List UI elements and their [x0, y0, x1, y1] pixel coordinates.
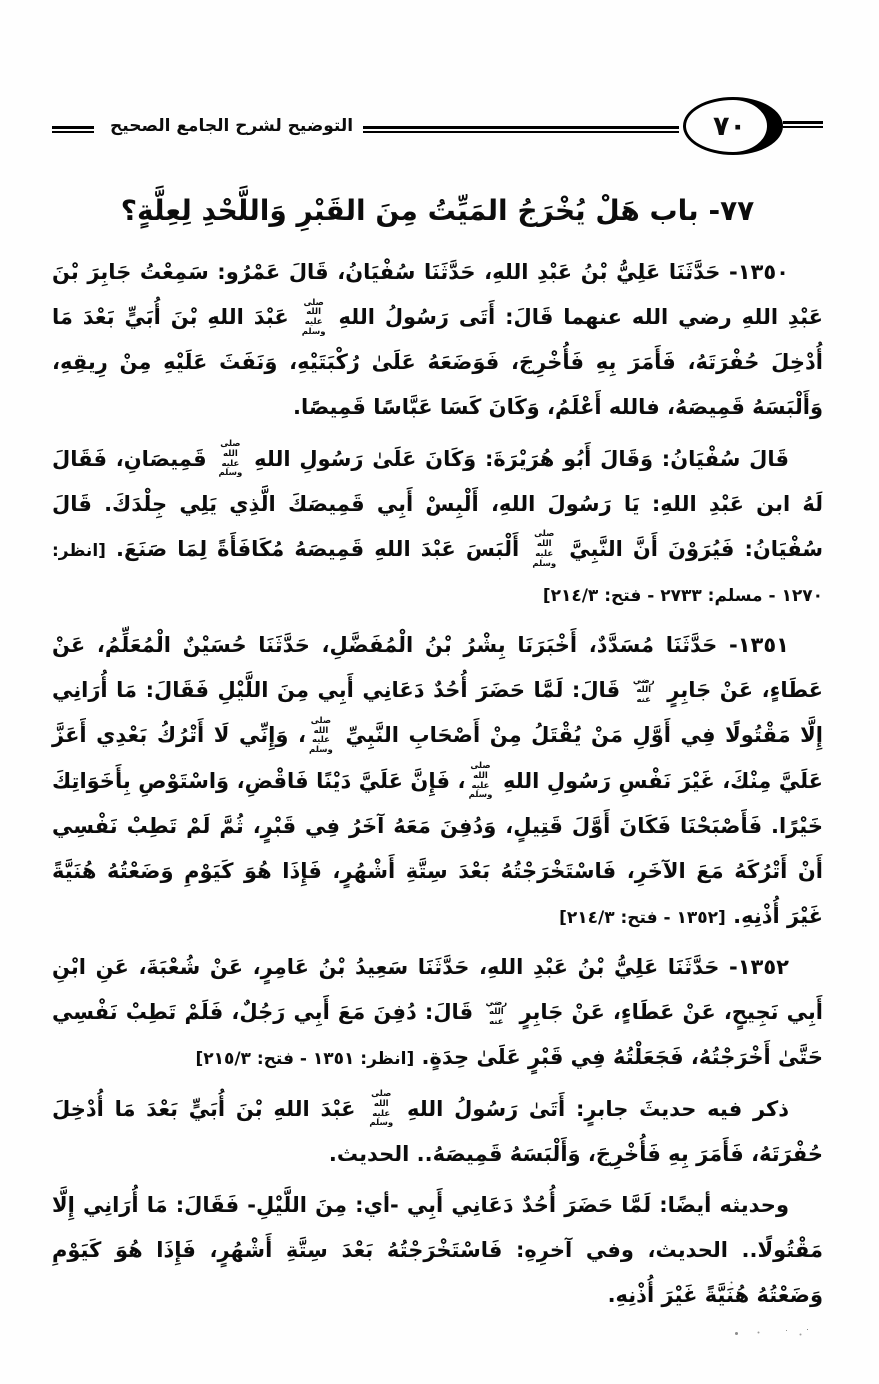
hadith-1351 [52, 623, 823, 939]
text-run: قَالَ: لَمَّا حَضَرَ أُحُدٌ دَعَانِي أَبِي مِنَ اللَّيْلِ فَقَالَ: مَا أُرَانِي إِلَّا مَقْتُولًا فِي أَوَّلِ مَنْ يُقْتَلُ مِنْ أَصْحَابِ النَّبِيِّ [52, 678, 823, 748]
text-run: قَمِيصَانِ، فَقَالَ لَهُ ابن عَبْدِ اللهِ: يَا رَسُولَ اللهِ، أَلْبِسْ أَبِي قَمِيصَكَ الَّذِي يَلِي جِلْدَكَ. قَالَ سُفْيَانُ: فَيُرَوْنَ أَنَّ النَّبِيَّ [52, 446, 823, 561]
header-rule-left [52, 126, 94, 133]
commentary-second-hadith [52, 1183, 823, 1318]
text-run: قَالَ: دُفِنَ مَعَ أَبِي رَجُلٌ، فَلَمْ تَطِبْ نَفْسِي حَتَّىٰ أَخْرَجْتُهُ، فَجَعَلْتُهُ فِي قَبْرٍ عَلَىٰ حِدَةٍ. [52, 1000, 823, 1070]
scan-specks [735, 1332, 738, 1335]
text-run: ١٣٥٠- حَدَّثَنَا عَلِيُّ بْنُ عَبْدِ اللهِ، حَدَّثَنَا سُفْيَانُ، قَالَ عَمْرُو: سَمِعْتُ جَابِرَ بْنَ عَبْدِ اللهِ رضي الله عنهما قَالَ: أَتَى رَسُولُ اللهِ [52, 260, 823, 330]
page-number: ٧٠ [713, 110, 746, 142]
honorific-mark: صلى الله عليه وسلم [468, 761, 493, 801]
citation-ref: [١٣٥٢ - فتح: ٢١٤/٣] [559, 907, 726, 928]
text-run: ١٣٥١- حَدَّثَنَا مُسَدَّدٌ، أَخْبَرَنَا بِشْرُ بْنُ الْمُفَضَّلِ، حَدَّثَنَا حُسَيْنٌ الْمُعَلِّمُ، عَنْ عَطَاءٍ، عَنْ جَابِرٍ [52, 633, 823, 703]
page-number-badge [683, 97, 783, 155]
text-run: ١٣٥٢- حَدَّثَنَا عَلِيُّ بْنُ عَبْدِ اللهِ، حَدَّثَنَا سَعِيدُ بْنُ عَامِرٍ، عَنْ شُعْبَةَ، عَنِ ابْنِ أَبِي نَجِيحٍ، عَنْ عَطَاءٍ، عَنْ جَابِرٍ [52, 955, 823, 1025]
sufyan-comment [52, 437, 823, 618]
text-run: عَبْدَ اللهِ بْنَ أُبَيٍّ بَعْدَ مَا أُدْخِلَ حُفْرَتَهُ، فَأَمَرَ بِهِ فَأُخْرِجَ، فَوَضَعَهُ عَلَىٰ رُكْبَتَيْهِ، وَنَفَثَ عَلَيْهِ مِنْ رِيقِهِ، وَأَلْبَسَهُ قَمِيصَهُ، فالله أَعْلَمُ، وَكَانَ كَسَا عَبَّاسًا قَمِيصًا. [52, 305, 823, 420]
page-content [52, 250, 823, 1318]
text-run: ذكر فيه حديثَ جابرٍ: أَتَىٰ رَسُولُ اللهِ [396, 1096, 790, 1121]
header-rule-right [783, 121, 823, 128]
honorific-mark: صلى الله عليه وسلم [218, 439, 243, 479]
honorific-mark: صلى الله عليه وسلم [301, 297, 326, 337]
commentary-jabir-hadith [52, 1087, 823, 1177]
text-run: ، وَإِنِّي لَا أَتْرُكُ بَعْدِي أَعَزَّ عَلَيَّ مِنْكَ، غَيْرَ نَفْسِ رَسُولِ اللهِ [52, 723, 823, 793]
text-run: ، فَإِنَّ عَلَيَّ دَيْنًا فَاقْضِ، وَاسْتَوْصِ بِأَخَوَاتِكَ خَيْرًا. فَأَصْبَحْنَا فَكَانَ أَوَّلَ قَتِيلٍ، وَدُفِنَ مَعَهُ آخَرُ فِي قَبْرٍ، ثُمَّ لَمْ تَطِبْ نَفْسِي أَنْ أَتْرُكَهُ مَعَ الآخَرِ، فَاسْتَخْرَجْتُهُ بَعْدَ سِتَّةِ أَشْهُرٍ، فَإِذَا هُوَ كَيَوْمِ وَضَعْتُهُ هُنَيَّةً غَيْرَ أُذْنِهِ. [52, 768, 823, 928]
text-run: عَبْدَ اللهِ بْنَ أُبَيٍّ بَعْدَ مَا أُدْخِلَ حُفْرَتَهُ، فَأَمَرَ بِهِ فَأُخْرِجَ، وَأَلْبَسَهُ قَمِيصَهُ.. الحديث. [52, 1096, 823, 1166]
hadith-1350 [52, 250, 823, 431]
hadith-1352 [52, 945, 823, 1080]
honorific-mark: صلى الله عليه وسلم [532, 529, 557, 569]
text-run: قَالَ سُفْيَانُ: وَقَالَ أَبُو هُرَيْرَةَ: وَكَانَ عَلَىٰ رَسُولِ اللهِ [245, 446, 789, 471]
header-rule-middle [363, 126, 679, 133]
chapter-title: ٧٧- باب هَلْ يُخْرَجُ المَيِّتُ مِنَ القَبْرِ وَاللَّحْدِ لِعِلَّةٍ؟ [120, 194, 755, 227]
citation-ref: [انظر: ١٣٥١ - فتح: ٢١٥/٣] [195, 1049, 415, 1070]
text-run: وحديثه أيضًا: لَمَّا حَضَرَ أُحُدٌ دَعَانِي أَبِي -أي: مِنَ اللَّيْلِ- فَقَالَ: مَا أُرَانِي إِلَّا مَقْتُولًا.. الحديث، وفي آخرِهِ: فَاسْتَخْرَجْتُهُ بَعْدَ سِتَّةِ أَشْهُرٍ، فَإِذَا هُوَ كَيَوْمِ وَضَعْتُهُ هُنَيَّةً غَيْرَ أُذْنِهِ. [52, 1192, 823, 1308]
book-title: التوضيح لشرح الجامع الصحيح [110, 116, 354, 136]
honorific-mark: صلى الله عليه وسلم [369, 1089, 394, 1129]
citation-ref: [انظر: ١٢٧٠ - مسلم: ٢٧٣٣ - فتح: ٢١٤/٣] [52, 540, 823, 606]
honorific-mark: صلى الله عليه وسلم [309, 715, 333, 756]
honorific-mark: رضي الله عنه [632, 675, 655, 706]
honorific-mark: رضي الله عنه [485, 997, 508, 1028]
text-run: أَلْبَسَ عَبْدَ اللهِ قَمِيصَهُ مُكَافَأَةً لِمَا صَنَعَ. [105, 536, 530, 561]
page-header [52, 98, 823, 160]
